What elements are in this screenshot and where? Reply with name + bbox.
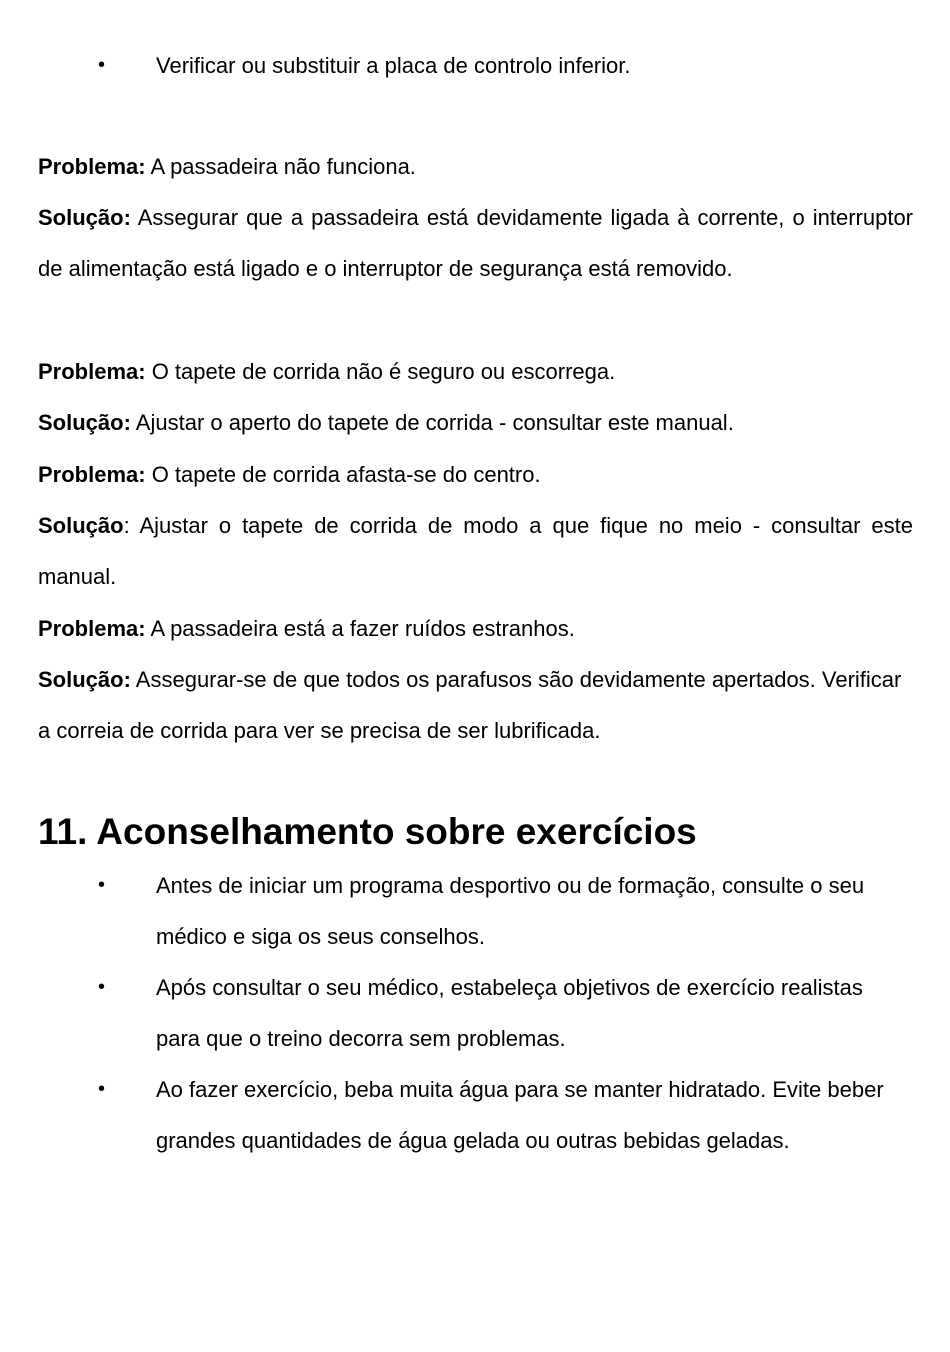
solution-text: Ajustar o aperto do tapete de corrida - consultar este manual.: [130, 410, 734, 435]
solution-paragraph: [38, 397, 913, 448]
solution-paragraph: [38, 654, 913, 756]
bullet-text: Após consultar o seu médico, estabeleça objetivos de exercício realistas para que o treino decorra sem problemas.: [156, 975, 863, 1051]
bullet-text: Antes de iniciar um programa desportivo ou de formação, consulte o seu médico e siga os seus conselhos.: [156, 873, 865, 949]
solution-label: Solução: [38, 513, 124, 538]
section-heading: 11. Aconselhamento sobre exercícios: [38, 811, 697, 852]
solution-label: Solução:: [38, 410, 131, 435]
bullet-text: Ao fazer exercício, beba muita água para se manter hidratado. Evite beber grandes quantidades de água gelada ou outras bebidas geladas.: [156, 1077, 884, 1153]
problem-label: Problema:: [38, 616, 146, 641]
solution-label: Solução:: [38, 205, 131, 230]
solution-text: Assegurar-se de que todos os parafusos são devidamente apertados. Verificar a correia de corrida para ver se precisa de ser lubrificada.: [38, 667, 902, 743]
bullet-text: Verificar ou substituir a placa de controlo inferior.: [156, 53, 631, 78]
bullet-icon: •: [98, 54, 106, 76]
problem-line: [38, 603, 913, 654]
problem-text: A passadeira está a fazer ruídos estranhos.: [145, 616, 575, 641]
solution-text: : Ajustar o tapete de corrida de modo a que fique no meio - consultar este manual.: [38, 513, 913, 589]
problem-label: Problema:: [38, 154, 146, 179]
problem-label: Problema:: [38, 462, 146, 487]
problem-text: O tapete de corrida afasta-se do centro.: [145, 462, 541, 487]
problem-label: Problema:: [38, 359, 146, 384]
solution-paragraph: [38, 192, 913, 294]
bullet-icon: •: [98, 1078, 106, 1100]
bullet-icon: •: [98, 976, 106, 998]
solution-paragraph: [38, 500, 913, 602]
bullet-icon: •: [98, 874, 106, 896]
problem-line: [38, 449, 913, 500]
solution-text: Assegurar que a passadeira está devidamente ligada à corrente, o interruptor de alimentação está ligado e o interruptor de segurança está removido.: [38, 205, 913, 281]
solution-label: Solução:: [38, 667, 131, 692]
problem-text: A passadeira não funciona.: [145, 154, 416, 179]
problem-text: O tapete de corrida não é seguro ou escorrega.: [145, 359, 616, 384]
problem-line: [38, 346, 913, 397]
problem-line: [38, 141, 913, 192]
